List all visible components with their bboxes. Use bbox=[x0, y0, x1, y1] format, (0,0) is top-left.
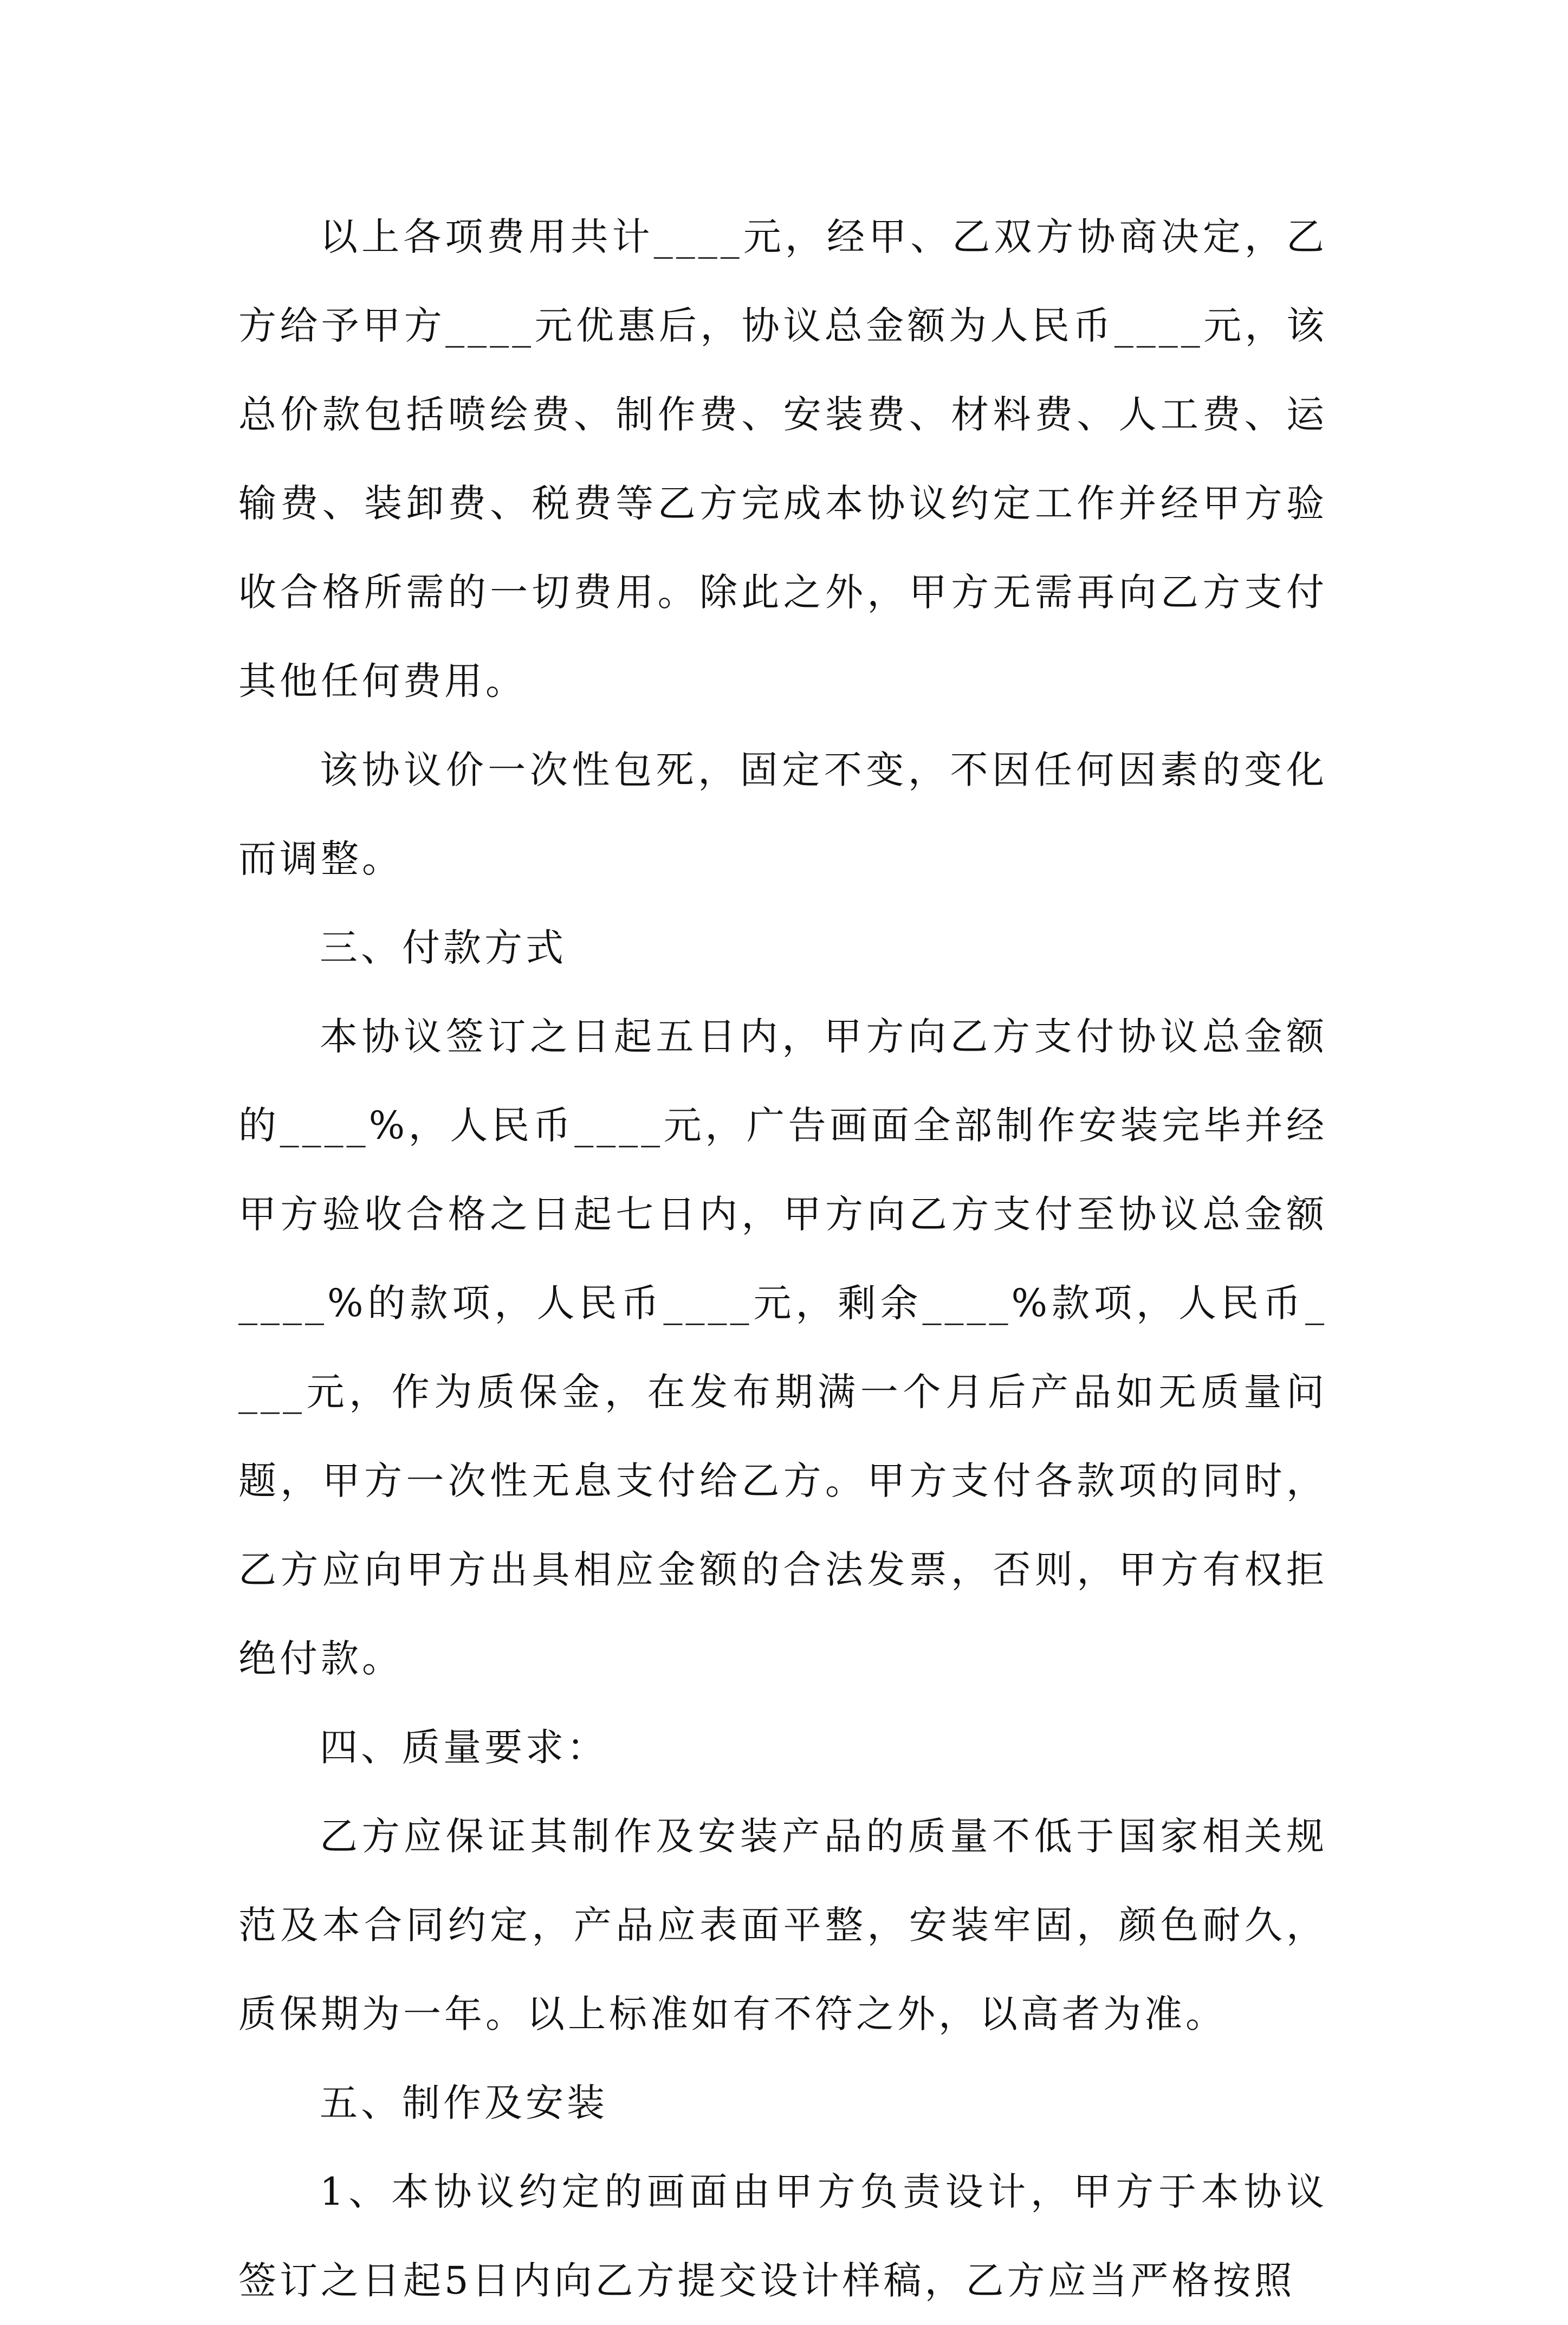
document-body bbox=[238, 192, 1327, 2325]
section-heading-quality: 四、质量要求： bbox=[320, 1725, 608, 1770]
section-heading-production: 五、制作及安装 bbox=[320, 2081, 608, 2125]
paragraph-quality-requirements: 乙方应保证其制作及安装产品的质量不低于国家相关规范及本合同约定，产品应表面平整，安装牢固，颜色耐久，质保期为一年。以上标准如有不符之外，以高者为准。 bbox=[238, 1814, 1327, 2036]
paragraph-fixed-price: 该协议价一次性包死，固定不变，不因任何因素的变化而调整。 bbox=[238, 748, 1327, 881]
paragraph-total-fees: 以上各项费用共计____元，经甲、乙双方协商决定，乙方给予甲方____元优惠后，协议总金额为人民币____元，该总价款包括喷绘费、制作费、安装费、材料费、人工费、运输费、装卸费、税费等乙方完成本协议约定工作并经甲方验收合格所需的一切费用。除此之外，甲方无需再向乙方支付其他任何费用。 bbox=[238, 215, 1327, 703]
paragraph-design-submission: 1、本协议约定的画面由甲方负责设计，甲方于本协议签订之日起5日内向乙方提交设计样稿，乙方应当严格按照 bbox=[238, 2169, 1327, 2303]
paragraph-payment-terms: 本协议签订之日起五日内，甲方向乙方支付协议总金额的____%，人民币____元，广告画面全部制作安装完毕并经甲方验收合格之日起七日内，甲方向乙方支付至协议总金额____%的款项，人民币____元，剩余____%款项，人民币____元，作为质保金，在发布期满一个月后产品如无质量问题，甲方一次性无息支付给乙方。甲方支付各款项的同时，乙方应向甲方出具相应金额的合法发票，否则，甲方有权拒绝付款。 bbox=[238, 1014, 1327, 1681]
section-heading-payment: 三、付款方式 bbox=[320, 925, 567, 970]
